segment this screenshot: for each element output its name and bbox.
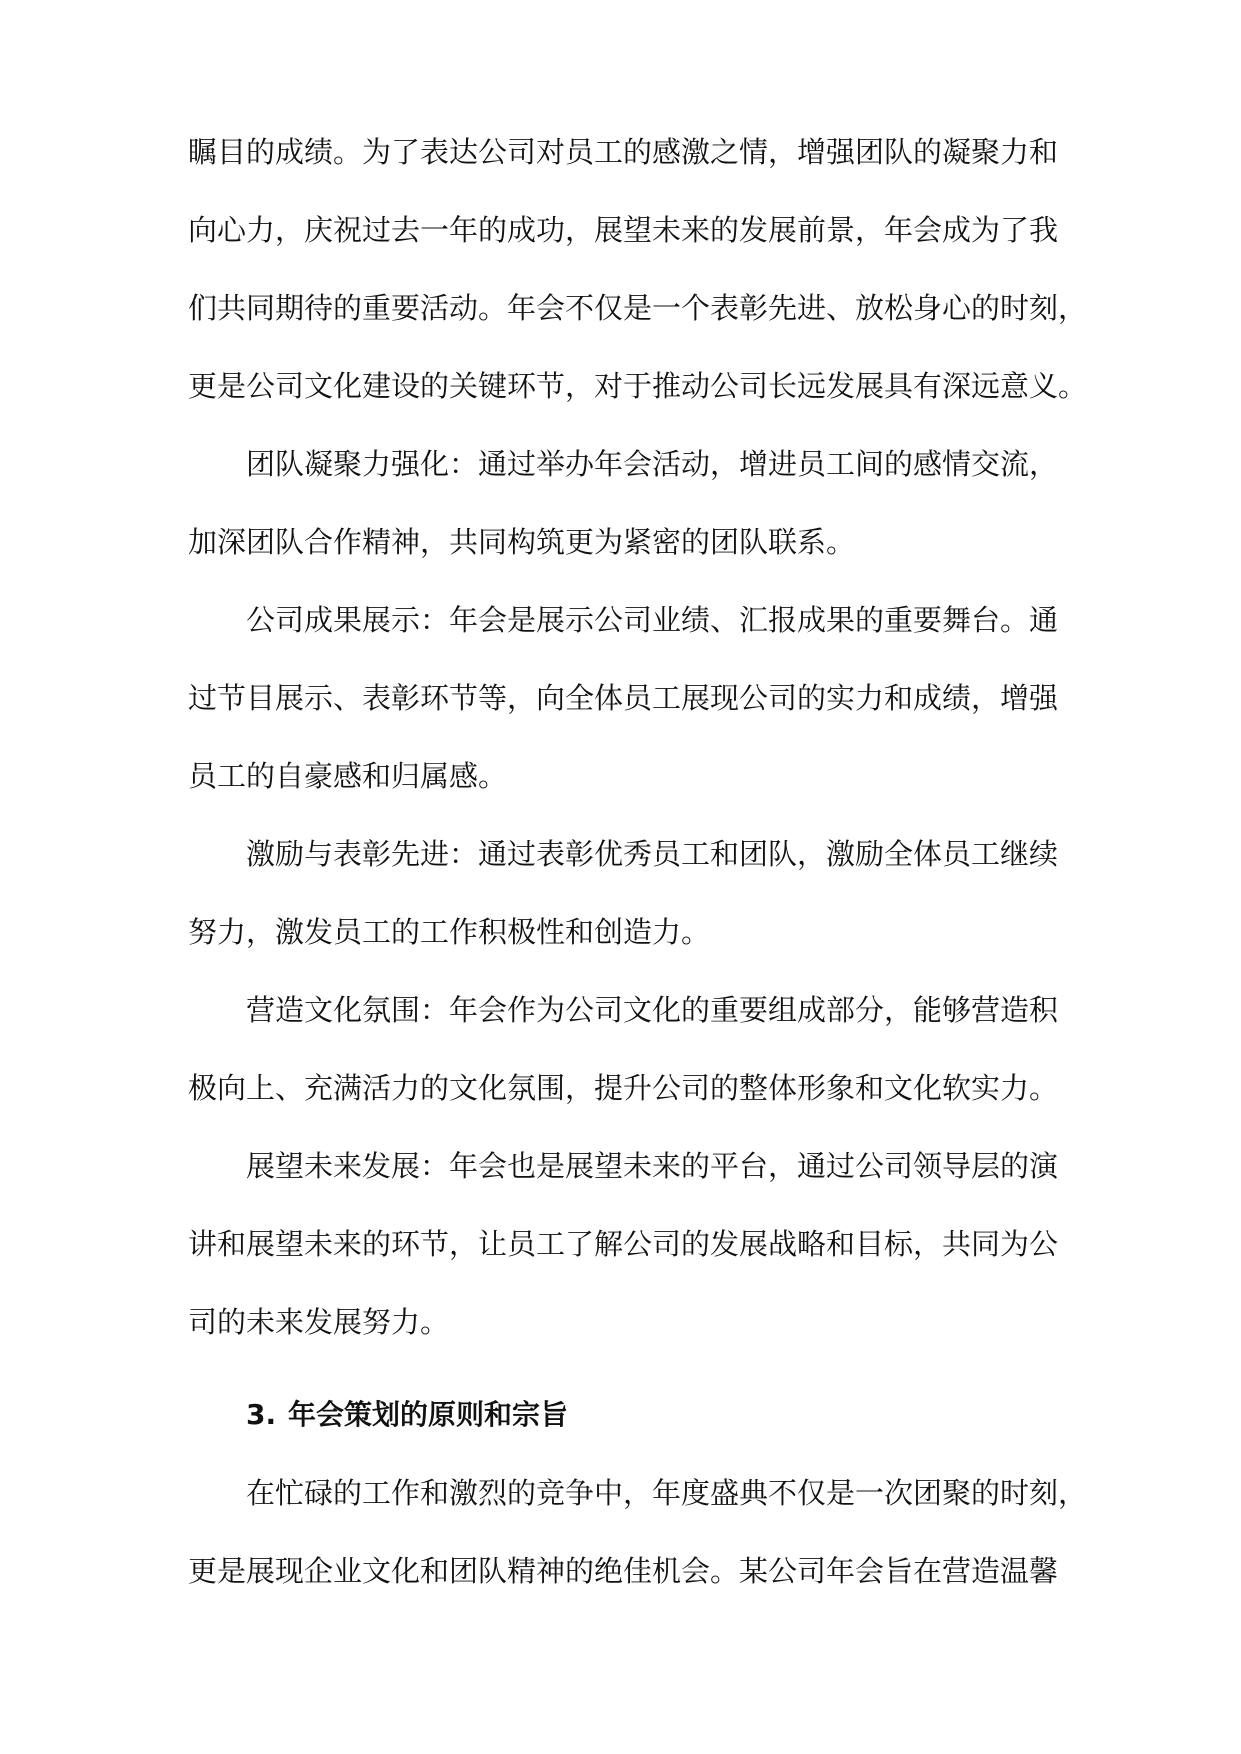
paragraph-4-line-2: 努力，激发员工的工作积极性和创造力。 [188, 915, 711, 949]
paragraph-1-line-3: 们共同期待的重要活动。年会不仅是一个表彰先进、放松身心的时刻， [188, 291, 1088, 325]
paragraph-2-line-1: 团队凝聚力强化：通过举办年会活动，增进员工间的感情交流， [246, 447, 1059, 481]
paragraph-6-line-3: 司的未来发展努力。 [188, 1305, 450, 1339]
closing-paragraph-line-2: 更是展现企业文化和团队精神的绝佳机会。某公司年会旨在营造温馨 [188, 1554, 1059, 1588]
paragraph-1-line-2: 向心力，庆祝过去一年的成功，展望未来的发展前景，年会成为了我 [188, 213, 1059, 247]
section-heading-title: 年会策划的原则和宗旨 [288, 1398, 569, 1431]
paragraph-3-line-1: 公司成果展示：年会是展示公司业绩、汇报成果的重要舞台。通 [246, 603, 1059, 637]
paragraph-4-line-1: 激励与表彰先进：通过表彰优秀员工和团队，激励全体员工继续 [246, 837, 1059, 871]
paragraph-6-line-1: 展望未来发展：年会也是展望未来的平台，通过公司领导层的演 [246, 1149, 1059, 1183]
paragraph-1-line-4: 更是公司文化建设的关键环节，对于推动公司长远发展具有深远意义。 [188, 369, 1088, 403]
section-heading [246, 1397, 568, 1433]
closing-paragraph-line-1: 在忙碌的工作和激烈的竞争中，年度盛典不仅是一次团聚的时刻， [246, 1476, 1088, 1510]
paragraph-2-line-2: 加深团队合作精神，共同构筑更为紧密的团队联系。 [188, 525, 856, 559]
paragraph-3-line-2: 过节目展示、表彰环节等，向全体员工展现公司的实力和成绩，增强 [188, 681, 1059, 715]
section-heading-number: 3. [246, 1398, 277, 1431]
paragraph-6-line-2: 讲和展望未来的环节，让员工了解公司的发展战略和目标，共同为公 [188, 1227, 1059, 1261]
paragraph-3-line-3: 员工的自豪感和归属感。 [188, 759, 508, 793]
paragraph-5-line-2: 极向上、充满活力的文化氛围，提升公司的整体形象和文化软实力。 [188, 1071, 1059, 1105]
paragraph-5-line-1: 营造文化氛围：年会作为公司文化的重要组成部分，能够营造积 [246, 993, 1059, 1027]
paragraph-1-line-1: 瞩目的成绩。为了表达公司对员工的感激之情，增强团队的凝聚力和 [188, 135, 1059, 169]
